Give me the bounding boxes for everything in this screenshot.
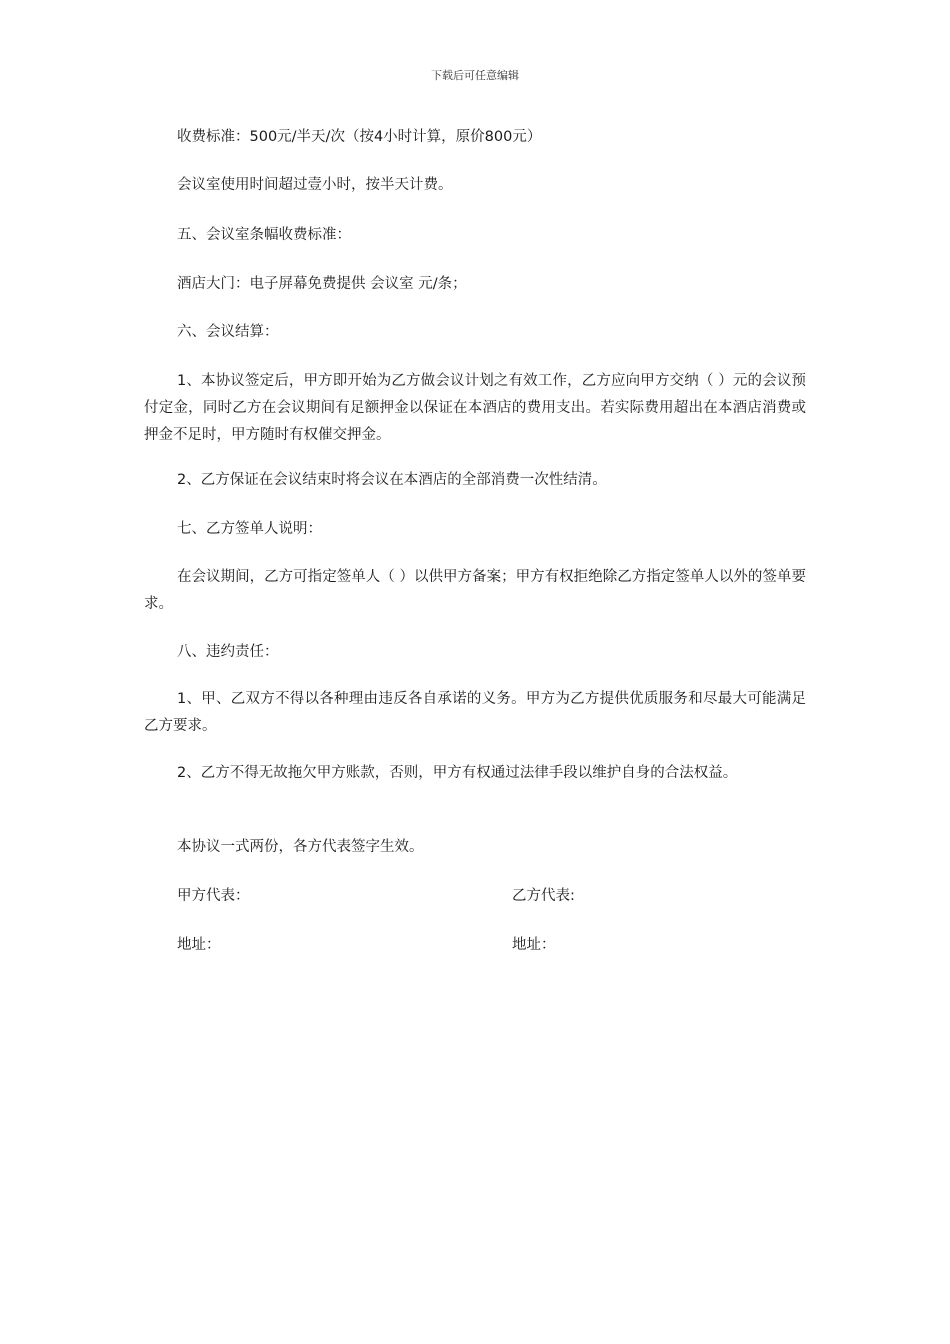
overtime-rule-text: 会议室使用时间超过壹小时，按半天计费。 xyxy=(177,177,453,193)
copies-clause: 本协议一式两份，各方代表签字生效。 xyxy=(177,839,424,855)
fee-standard-text: 收费标准：500元/半天/次（按4小时计算，原价800元） xyxy=(177,129,542,145)
party-b-rep-label: 乙方代表: xyxy=(512,888,575,904)
section-6-heading: 六、会议结算： xyxy=(177,324,279,340)
settlement-clause-1: 1、本协议签定后，甲方即开始为乙方做会议计划之有效工作，乙方应向甲方交纳（ ）元的会议预付定金，同时乙方在会议期间有足额押金以保证在本酒店的费用支出。若实际费用超出在本酒店消费或押金不足时，甲方随时有权催交押金。 xyxy=(144,373,806,443)
settlement-clause-2: 2、乙方保证在会议结束时将会议在本酒店的全部消费一次性结清。 xyxy=(177,472,607,488)
breach-clause-1: 1、甲、乙双方不得以各种理由违反各自承诺的义务。甲方为乙方提供优质服务和尽最大可能满足乙方要求。 xyxy=(144,691,806,734)
party-a-address-label: 地址： xyxy=(177,937,221,953)
banner-fee-text: 酒店大门：电子屏幕免费提供 会议室 元/条； xyxy=(177,276,467,292)
section-7-heading: 七、乙方签单人说明： xyxy=(177,521,322,537)
breach-clause-2: 2、乙方不得无故拖欠甲方账款，否则，甲方有权通过法律手段以维护自身的合法权益。 xyxy=(177,765,738,781)
party-b-address-label: 地址： xyxy=(512,937,556,953)
section-8-heading: 八、违约责任： xyxy=(177,644,279,660)
signer-clause: 在会议期间，乙方可指定签单人（ ）以供甲方备案；甲方有权拒绝除乙方指定签单人以外的签单要求。 xyxy=(144,569,806,612)
section-5-heading: 五、会议室条幅收费标准： xyxy=(177,227,351,243)
party-a-rep-label: 甲方代表： xyxy=(177,888,250,904)
page-header: 下载后可任意编辑 xyxy=(431,69,519,82)
